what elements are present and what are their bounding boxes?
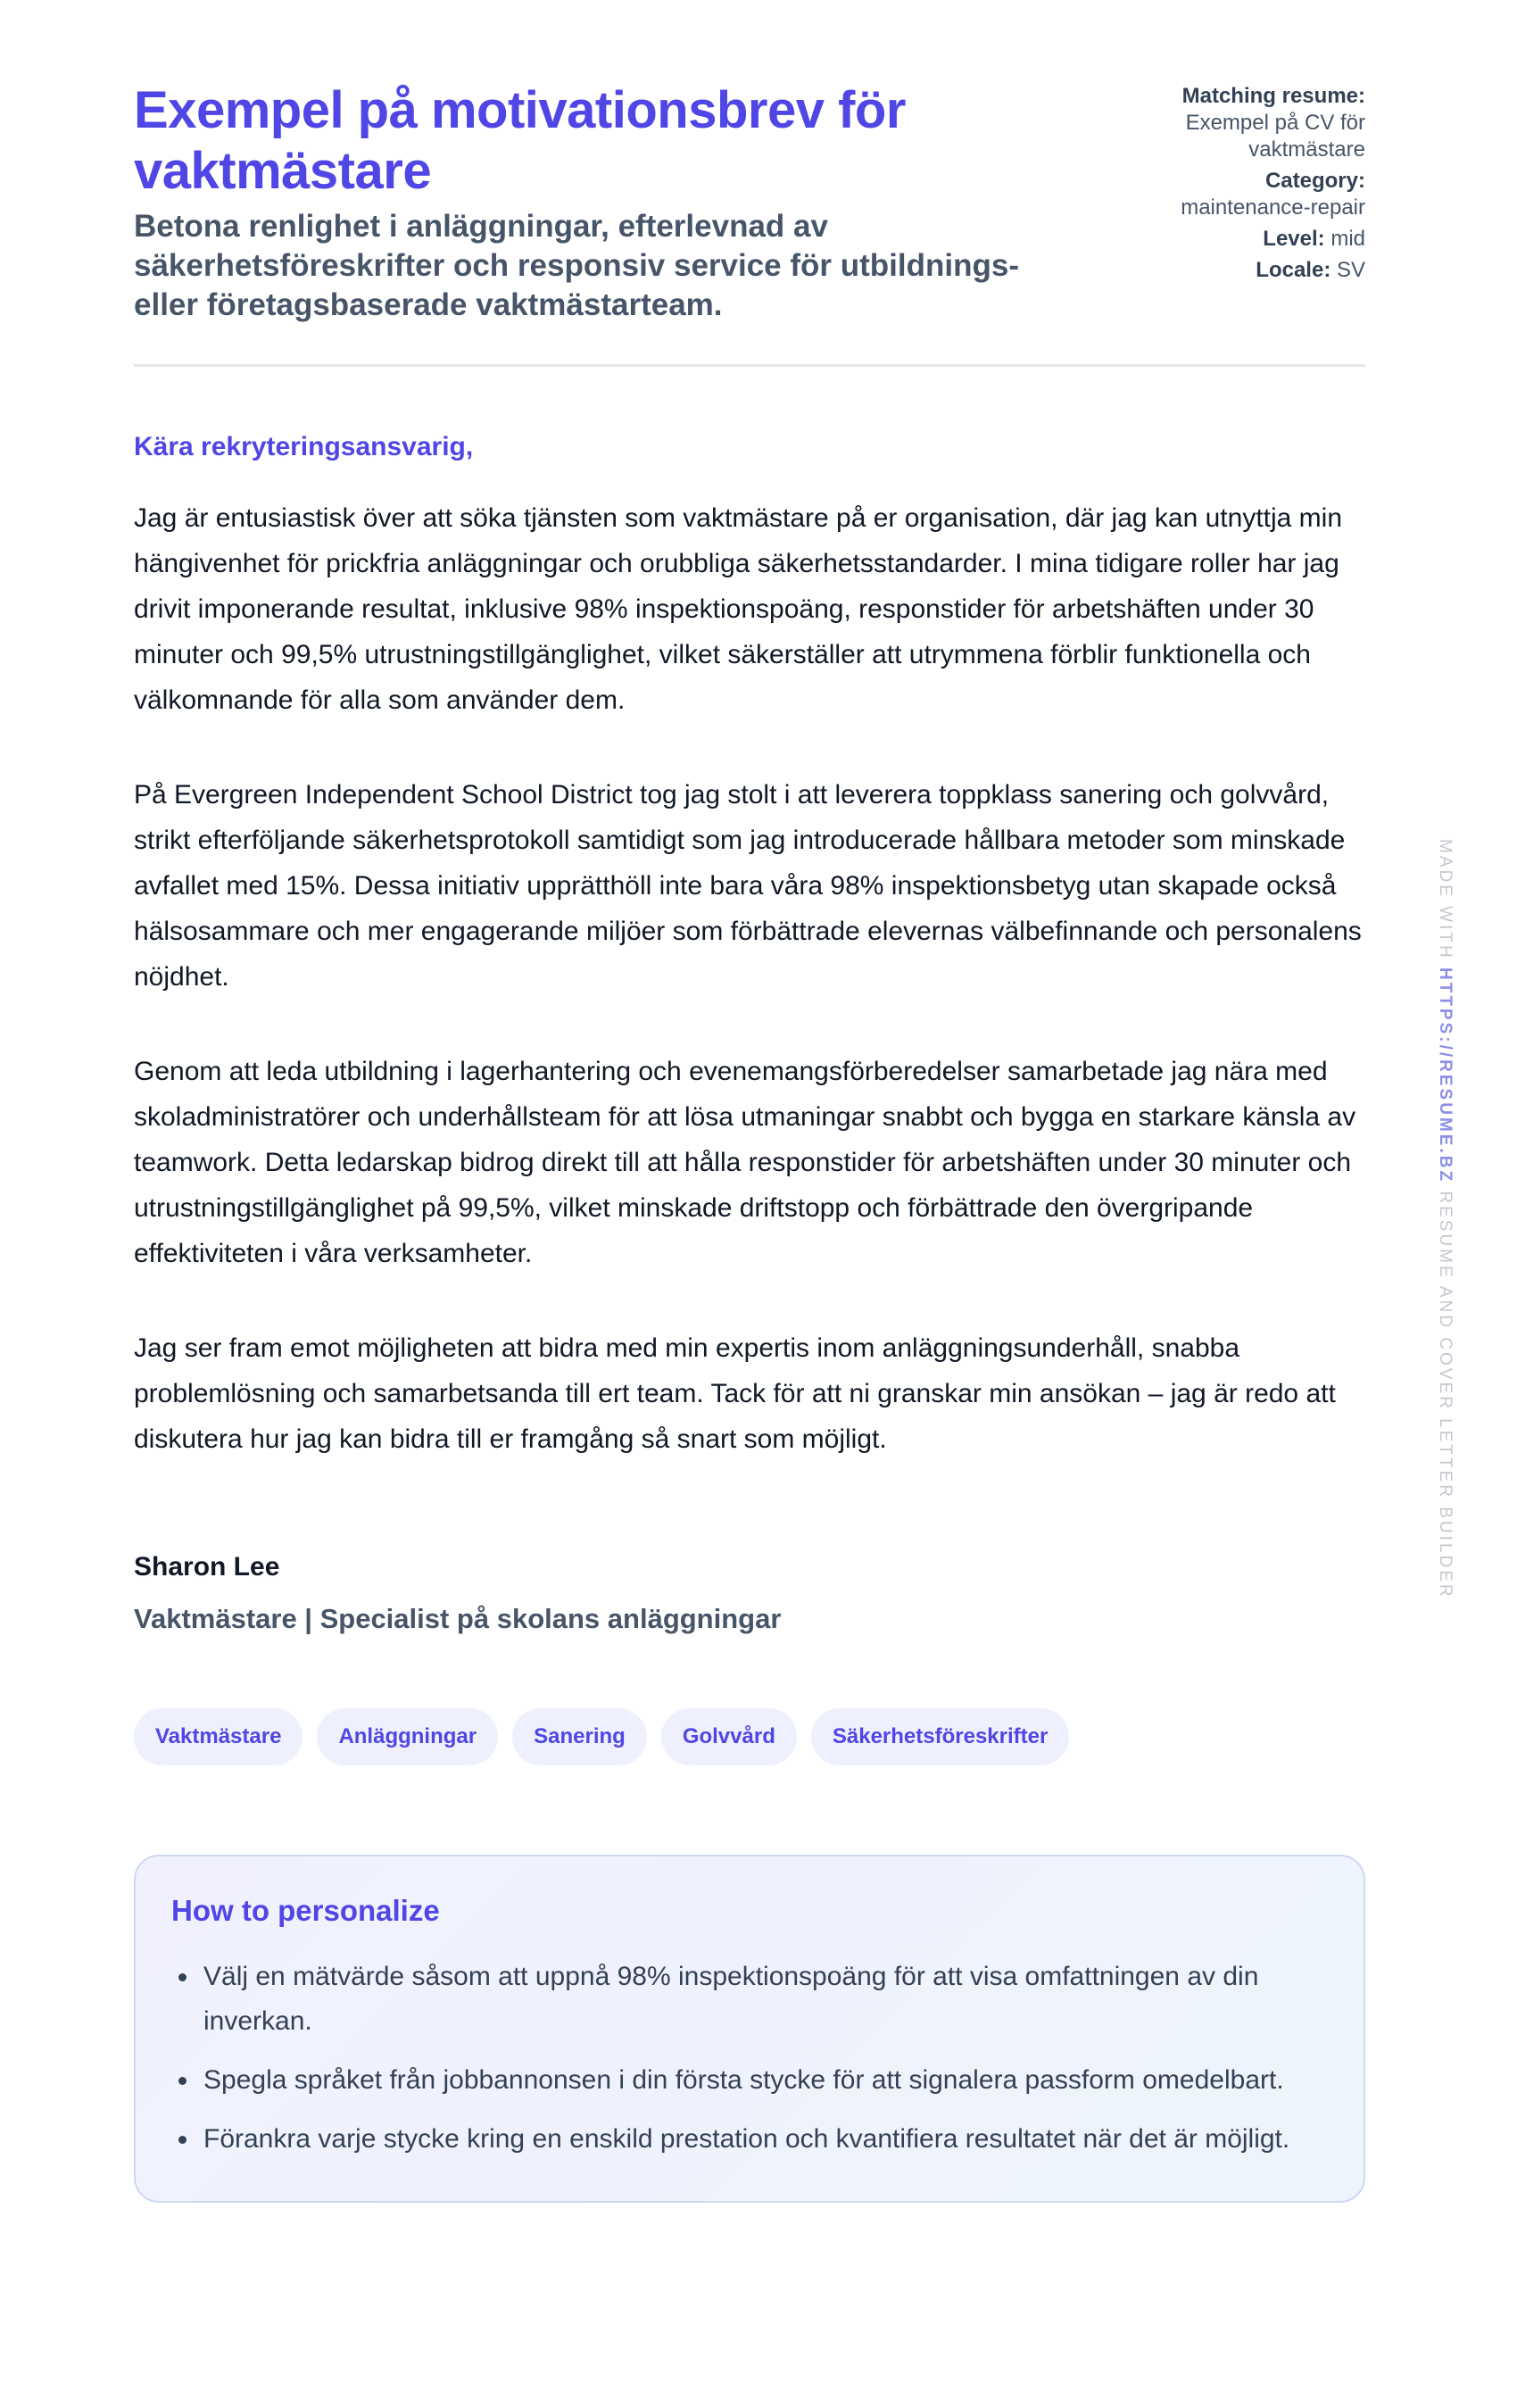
bullet-icon [178, 1973, 187, 1981]
bullet-icon [178, 2136, 187, 2144]
letter-paragraph: Jag är entusiastisk över att söka tjänsten som vaktmästare på er organisation, där jag kan utnyttja min hängivenhet för prickfria anläggningar och orubbliga säkerhetsstandarder. I mina tidigare roller har jag drivit imponerande resultat, inklusive 98% inspektionspoäng, responstider för arbetshäften under 30 minuter och 99,5% utrustningstillgänglighet, vilket säkerställer att utrymmena förblir funktionella och välkomnande för alla som använder dem. [134, 503, 1343, 715]
meta-level [1133, 226, 1365, 253]
meta-locale-value: SV [1336, 258, 1365, 282]
meta-locale [1133, 257, 1365, 284]
meta-matching-resume [1133, 83, 1365, 163]
tag-golvvard[interactable]: Golvvård [661, 1708, 797, 1765]
vertical-watermark [1435, 839, 1455, 1599]
signer-role: Vaktmästare | Specialist på skolans anläggningar [134, 1603, 782, 1634]
meta-level-value: mid [1330, 227, 1365, 251]
tips-item-text: Spegla språket från jobbannonsen i din första stycke för att signalera passform omedelbart. [203, 2065, 1284, 2095]
tag-sanering[interactable]: Sanering [512, 1708, 647, 1765]
meta-category [1133, 168, 1365, 221]
meta-category-value: maintenance-repair [1181, 195, 1365, 220]
bullet-icon [178, 2077, 187, 2085]
watermark-suffix: RESUME AND COVER LETTER BUILDER [1436, 1191, 1455, 1599]
personalize-tips-box [134, 1855, 1365, 2203]
keyword-tags [134, 1708, 1365, 1765]
letter-greeting: Kära rekryteringsansvarig, [134, 432, 474, 461]
watermark-link[interactable]: HTTPS://RESUME.BZ [1436, 967, 1455, 1184]
letter-header [134, 80, 1365, 367]
page-title: Exempel på motivationsbrev för vaktmästare [134, 81, 906, 200]
letter-body [134, 495, 1365, 1462]
watermark-prefix: MADE WITH [1436, 839, 1455, 960]
header-titles [134, 80, 1080, 325]
meta-panel [1133, 80, 1365, 288]
tips-list [171, 1955, 1328, 2162]
meta-matching-label: Matching resume: [1181, 84, 1365, 108]
letter-paragraph: På Evergreen Independent School District tog jag stolt i att leverera toppklass sanering och golvvård, strikt efterföljande säkerhetsprotokoll samtidigt som jag introducerade hållbara metoder som minskade avfallet med 15%. Dessa initiativ upprätthöll inte bara våra 98% inspektionsbetyg utan skapade också hälsosammare och mer engagerande miljöer som förbättrade elevernas välbefinnande och personalens nöjdhet. [134, 780, 1362, 992]
meta-locale-label: Locale: [1256, 258, 1331, 282]
tips-item-text: Välj en mätvärde såsom att uppnå 98% inspektionspoäng för att visa omfattningen av din inverkan. [203, 1962, 1259, 2036]
tips-item-text: Förankra varje stycke kring en enskild prestation och kvantifiera resultatet när det är möjligt. [203, 2124, 1290, 2154]
tips-title: How to personalize [171, 1894, 440, 1927]
tips-list-item [203, 2058, 1328, 2103]
tag-vaktmastare[interactable]: Vaktmästare [134, 1708, 303, 1765]
page-subtitle: Betona renlighet i anläggningar, efterlevnad av säkerhetsföreskrifter och responsiv service för utbildnings- eller företagsbaserade vaktmästarteam. [134, 209, 1019, 322]
meta-matching-value[interactable]: Exempel på CV för vaktmästare [1185, 111, 1365, 162]
tag-sakerhetsforeskrifter[interactable]: Säkerhetsföreskrifter [811, 1708, 1069, 1765]
tips-list-item [203, 2117, 1328, 2162]
letter-paragraph: Genom att leda utbildning i lagerhantering och evenemangsförberedelser samarbetade jag nära med skoladministratörer och underhållsteam för att lösa utmaningar snabbt och bygga en starkare känsla av teamwork. Detta ledarskap bidrog direkt till att hålla responstider för arbetshäften under 30 minuter och utrustningstillgänglighet på 99,5%, vilket minskade driftstopp och förbättrade den övergripande effektiviteten i våra verksamheter. [134, 1057, 1356, 1268]
tips-list-item [203, 1955, 1328, 2044]
letter-paragraph: Jag ser fram emot möjligheten att bidra med min expertis inom anläggningsunderhåll, snabba problemlösning och samarbetsanda till ert team. Tack för att ni granskar min ansökan – jag är redo att diskutera hur jag kan bidra till er framgång så snart som möjligt. [134, 1333, 1336, 1454]
signer-name: Sharon Lee [134, 1552, 280, 1582]
meta-level-label: Level: [1263, 227, 1325, 251]
tag-anlaggningar[interactable]: Anläggningar [317, 1708, 498, 1765]
cover-letter-page [134, 80, 1365, 2203]
meta-category-label: Category: [1264, 169, 1365, 193]
